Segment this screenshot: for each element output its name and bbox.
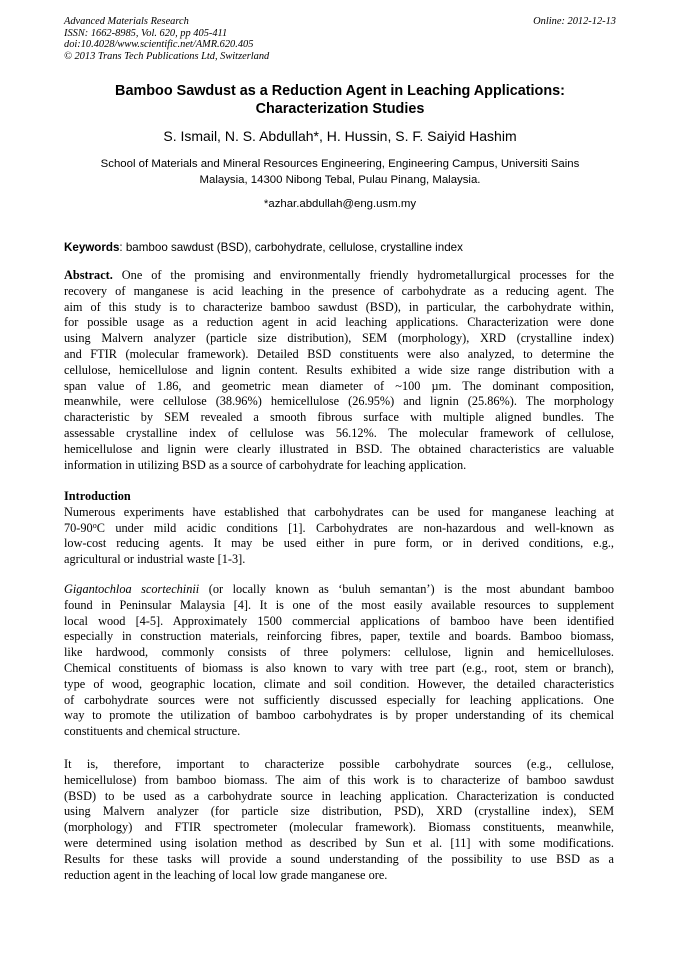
title-line-1: Bamboo Sawdust as a Reduction Agent in Leaching Applications: xyxy=(115,83,565,99)
paragraph-line: constituents and chemical structure. xyxy=(64,724,241,739)
paragraph-line: found in Peninsular Malaysia [4]. It is one of the most easily available resources to supplement xyxy=(64,597,614,612)
doi-line: doi:10.4028/www.scientific.net/AMR.620.405 xyxy=(64,39,254,51)
affiliation xyxy=(64,156,616,188)
abstract-line: span value of 1.86, and geometric mean diameter of ~100 µm. The dominant composition, xyxy=(64,378,614,393)
species-name: Gigantochloa scortechinii xyxy=(64,582,200,596)
paragraph-line: local wood [4-5]. Approximately 1500 commercial applications of bamboo have been identified xyxy=(64,613,614,628)
abstract-label: Abstract. xyxy=(64,268,113,282)
paragraph-line: agricultural or industrial waste [1-3]. xyxy=(64,552,246,567)
abstract-line: meanwhile, were cellulose (38.96%) hemicellulose (26.95%) and lignin (25.86%). The morphology xyxy=(64,394,614,409)
introduction-section xyxy=(64,489,614,568)
paragraph-line: especially in construction materials, reinforcing fibres, paper, textile and boards. Bamboo biomass, xyxy=(64,629,614,644)
introduction-heading: Introduction xyxy=(64,489,131,503)
paragraph-line: type of wood, geographic location, climate and soil condition. However, the detailed characteristics xyxy=(64,676,614,691)
paragraph-line: low-cost reducing agents. It may be used either in pure form, or in derived conditions, e.g., xyxy=(64,536,614,551)
abstract-line: aim of this study is to characterize bamboo sawdust (BSD), in particular, the carbohydrate within, xyxy=(64,299,614,314)
keywords-text: : bamboo sawdust (BSD), carbohydrate, cellulose, crystalline index xyxy=(119,241,463,254)
paragraph-line: Results for these tasks will provide a sound understanding of the possibility to use BSD as a xyxy=(64,851,614,866)
paragraph-line: hemicellulose) from bamboo biomass. The aim of this work is to characterize of bamboo sawdust xyxy=(64,772,614,787)
paragraph-line: of carbohydrate sources were not sufficiently discussed especially for leaching applications. One xyxy=(64,692,614,707)
degree-superscript: o xyxy=(92,520,97,530)
paragraph-line: way to promote the utilization of bamboo carbohydrates is by proper understanding of its chemical xyxy=(64,708,614,723)
abstract-line: Abstract. One of the promising and environmentally friendly hydrometallurgical processes for the xyxy=(64,268,614,282)
abstract-section xyxy=(64,268,614,473)
paragraph-line: Gigantochloa scortechinii (or locally known as ‘buluh semantan’) is the most abundant bamboo xyxy=(64,582,614,596)
title-line-2: Characterization Studies xyxy=(255,101,425,117)
paragraph-line: (morphology) and FTIR spectrometer (molecular framework). Biomass constituents, meanwhile, xyxy=(64,820,614,835)
journal-name: Advanced Materials Research xyxy=(64,16,189,27)
paragraph-line: It is, therefore, important to characterize possible carbohydrate sources (e.g., cellulose, xyxy=(64,757,614,771)
journal-header xyxy=(64,16,616,62)
section-heading xyxy=(64,489,614,505)
paragraph-line: Numerous experiments have established that carbohydrates can be used for manganese leaching at xyxy=(64,504,614,519)
abstract-line: assessable crystalline index of cellulose was 56.12%. The molecular framework of cellulose, xyxy=(64,425,614,440)
abstract-line: information in utilizing BSD as a source of carbohydrate for leaching application. xyxy=(64,457,467,472)
abstract-line: characteristic by SEM revealed a smooth fibrous surface with multiple aligned bundles. The xyxy=(64,410,614,425)
affiliation-line-1: School of Materials and Mineral Resources Engineering, Engineering Campus, Universiti Sains xyxy=(100,158,580,170)
paragraph-line: like hardwood, commonly consists of three polymers: cellulose, lignin and hemicelluloses. xyxy=(64,645,614,660)
paragraph-line: 70-90$^o$C under mild acidic conditions [1]. Carbohydrates are non-hazardous and well-known as xyxy=(64,520,614,535)
abstract-line: cellulose, hemicellulose and lignin content. Results exhibited a wide size range distribution with a xyxy=(64,362,614,377)
corresponding-email: *azhar.abdullah@eng.usm.my xyxy=(263,198,417,210)
paragraph-line: using Malvern analyzer (for particle size distribution, PSD), XRD (crystalline index), SEM xyxy=(64,804,614,819)
abstract-line: for possible usage as a reduction agent in acid leaching applications. Characterization were done xyxy=(64,315,614,330)
abstract-line: hemicellulose and lignin were clearly illustrated in BSD. The obtained characteristics are valuable xyxy=(64,441,614,456)
introduction-paragraph-3 xyxy=(64,757,614,883)
online-date: Online: 2012-12-13 xyxy=(533,16,616,27)
abstract-line: recovery of manganese is acid leaching in the presence of carbohydrate as a reducing agent. The xyxy=(64,283,614,298)
abstract-line: using Malvern analyzer (particle size distribution), SEM (morphology), XRD (crystalline index) xyxy=(64,331,614,346)
issn-line: ISSN: 1662-8985, Vol. 620, pp 405-411 xyxy=(64,27,228,39)
paragraph-line: (BSD) to be used as a carbohydrate source in leaching application. Characterization is conducted xyxy=(64,788,614,803)
keywords-label: Keywords xyxy=(64,241,120,254)
affiliation-line-2: Malaysia, 14300 Nibong Tebal, Pulau Pinang, Malaysia. xyxy=(199,174,481,186)
paper-title xyxy=(64,82,616,118)
paragraph-line: reduction agent in the leaching of local low grade manganese ore. xyxy=(64,867,388,882)
abstract-line: and FTIR (molecular framework). Detailed BSD constituents were also analyzed, to determine the xyxy=(64,346,614,361)
paragraph-line: were determined using isolation method as described by Sun et al. [11] with some modifications. xyxy=(64,835,614,850)
author-list: S. Ismail, N. S. Abdullah*, H. Hussin, S. F. Saiyid Hashim xyxy=(163,128,517,144)
introduction-paragraph-2 xyxy=(64,582,614,740)
keywords-line xyxy=(64,241,616,255)
copyright-line: © 2013 Trans Tech Publications Ltd, Switzerland xyxy=(64,50,270,62)
paragraph-line: Chemical constituents of biomass is also known to vary with tree part (e.g., root, stem or branch), xyxy=(64,660,614,675)
